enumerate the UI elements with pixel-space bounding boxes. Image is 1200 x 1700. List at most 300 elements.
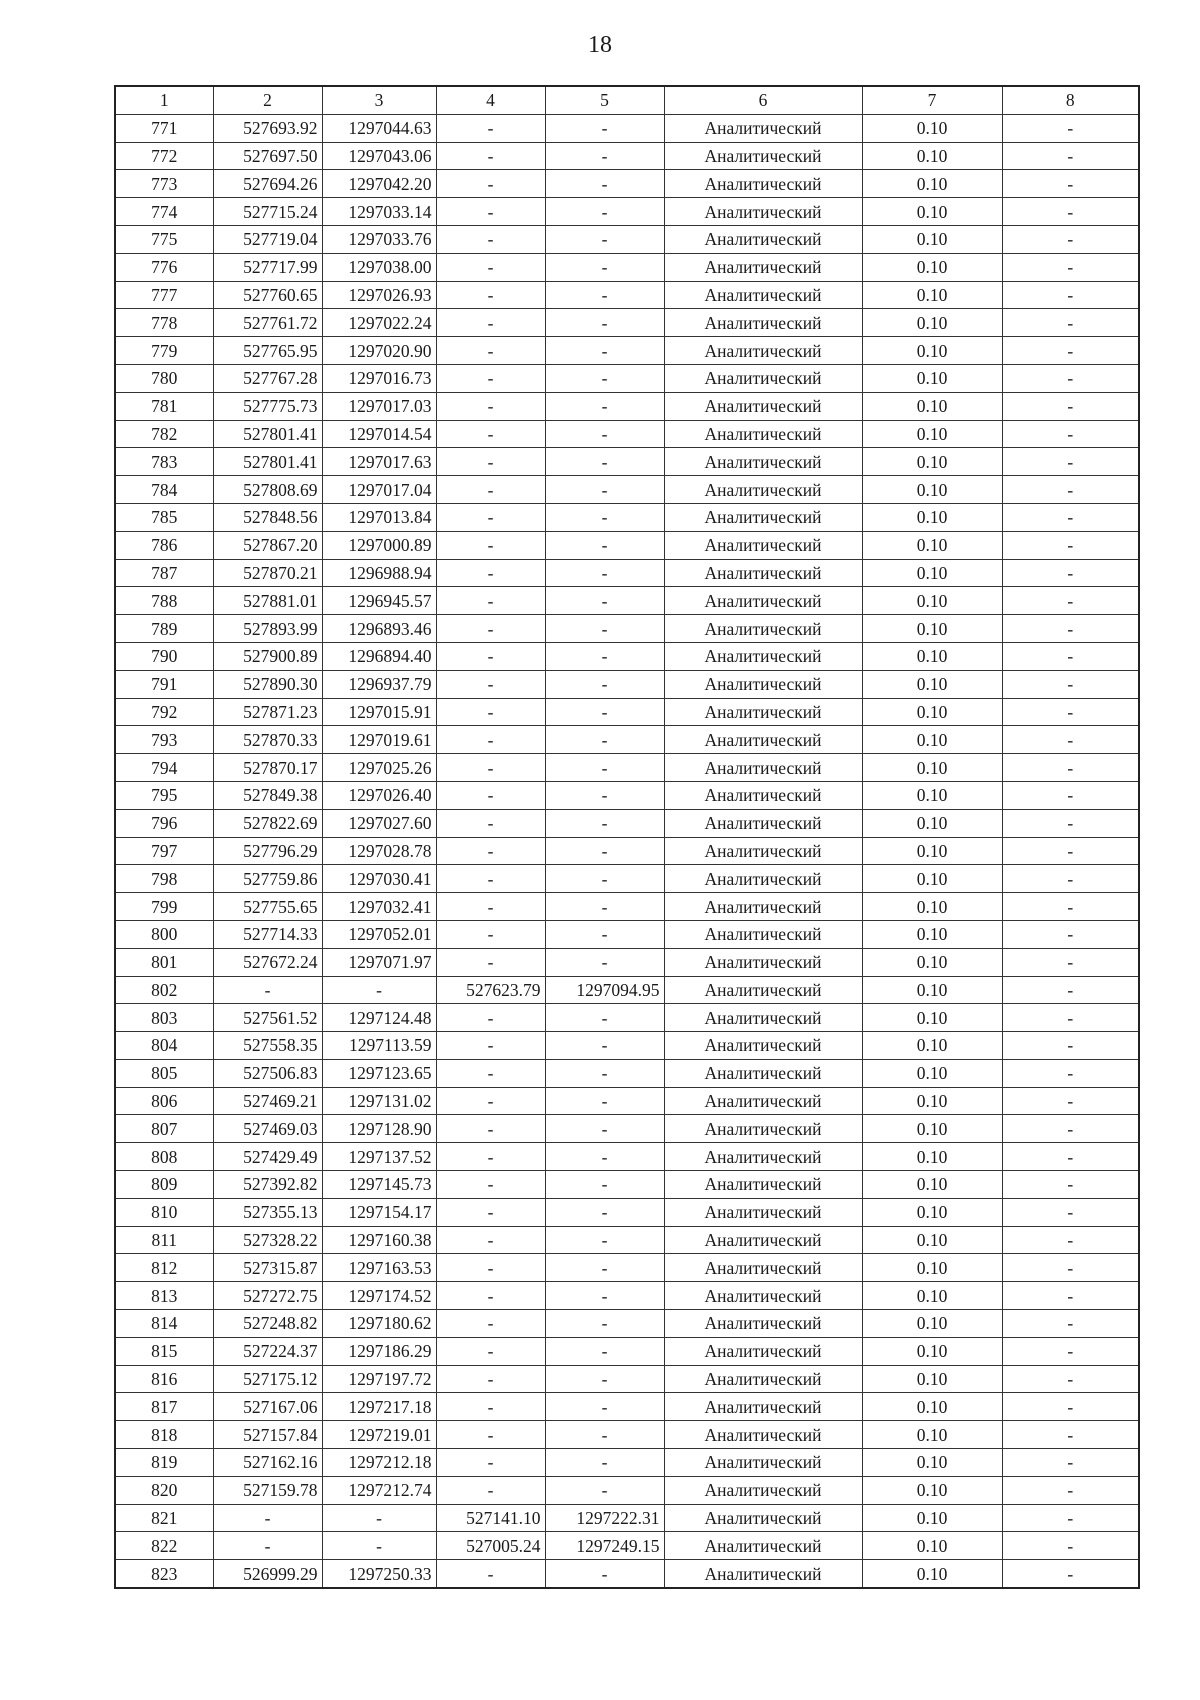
table-cell: Аналитический	[664, 837, 862, 865]
table-cell: 815	[115, 1337, 213, 1365]
table-row	[115, 809, 1139, 837]
table-cell: -	[545, 1560, 664, 1588]
table-cell: 527506.83	[213, 1059, 322, 1087]
table-cell: Аналитический	[664, 976, 862, 1004]
table-cell: -	[1002, 1254, 1139, 1282]
table-row	[115, 865, 1139, 893]
table-cell: 1297027.60	[322, 809, 436, 837]
table-cell: -	[436, 364, 545, 392]
table-cell: -	[545, 615, 664, 643]
table-cell: 776	[115, 253, 213, 281]
table-cell: -	[436, 198, 545, 226]
table-cell: 0.10	[862, 865, 1002, 893]
table-cell: -	[436, 503, 545, 531]
table-cell: -	[436, 698, 545, 726]
table-cell: Аналитический	[664, 364, 862, 392]
table-cell: Аналитический	[664, 1059, 862, 1087]
table-cell: 527719.04	[213, 225, 322, 253]
table-cell: 527755.65	[213, 893, 322, 921]
table-row	[115, 531, 1139, 559]
column-header: 8	[1002, 86, 1139, 114]
table-cell: -	[1002, 1393, 1139, 1421]
table-cell: 1297163.53	[322, 1254, 436, 1282]
table-cell: -	[1002, 1560, 1139, 1588]
table-cell: -	[1002, 309, 1139, 337]
table-cell: Аналитический	[664, 559, 862, 587]
table-cell: 790	[115, 642, 213, 670]
table-cell: -	[436, 1171, 545, 1199]
table-cell: -	[436, 1393, 545, 1421]
table-row	[115, 1560, 1139, 1588]
table-cell: Аналитический	[664, 309, 862, 337]
table-row	[115, 281, 1139, 309]
table-cell: -	[545, 1282, 664, 1310]
table-cell: Аналитический	[664, 1143, 862, 1171]
table-cell: 527870.21	[213, 559, 322, 587]
table-cell: 0.10	[862, 448, 1002, 476]
table-cell: 0.10	[862, 1476, 1002, 1504]
table-cell: 804	[115, 1032, 213, 1060]
table-cell: -	[1002, 364, 1139, 392]
table-cell: 780	[115, 364, 213, 392]
table-cell: 798	[115, 865, 213, 893]
table-cell: 527623.79	[436, 976, 545, 1004]
table-row	[115, 114, 1139, 142]
table-cell: 527005.24	[436, 1532, 545, 1560]
table-row	[115, 448, 1139, 476]
table-cell: -	[545, 420, 664, 448]
table-cell: 823	[115, 1560, 213, 1588]
table-cell: -	[436, 1226, 545, 1254]
table-body	[115, 114, 1139, 1588]
table-cell: 527760.65	[213, 281, 322, 309]
table-cell: Аналитический	[664, 1171, 862, 1199]
table-cell: -	[213, 976, 322, 1004]
table-cell: Аналитический	[664, 642, 862, 670]
table-cell: -	[545, 1421, 664, 1449]
table-cell: 0.10	[862, 476, 1002, 504]
table-cell: -	[1002, 1226, 1139, 1254]
table-cell: 527893.99	[213, 615, 322, 643]
table-row	[115, 1282, 1139, 1310]
table-cell: -	[436, 142, 545, 170]
table-cell: -	[1002, 698, 1139, 726]
table-cell: Аналитический	[664, 948, 862, 976]
table-cell: 0.10	[862, 1365, 1002, 1393]
table-cell: -	[436, 754, 545, 782]
column-header: 2	[213, 86, 322, 114]
table-cell: 527693.92	[213, 114, 322, 142]
table-cell: Аналитический	[664, 1393, 862, 1421]
table-cell: -	[436, 1282, 545, 1310]
table-cell: -	[545, 1476, 664, 1504]
table-cell: -	[1002, 754, 1139, 782]
column-header: 4	[436, 86, 545, 114]
table-cell: 527162.16	[213, 1449, 322, 1477]
table-cell: Аналитический	[664, 253, 862, 281]
table-cell: Аналитический	[664, 198, 862, 226]
table-row	[115, 253, 1139, 281]
table-cell: Аналитический	[664, 476, 862, 504]
table-cell: 0.10	[862, 198, 1002, 226]
table-cell: 809	[115, 1171, 213, 1199]
table-cell: 1297020.90	[322, 337, 436, 365]
table-cell: -	[1002, 476, 1139, 504]
table-cell: -	[545, 698, 664, 726]
table-cell: 0.10	[862, 253, 1002, 281]
table-cell: -	[545, 114, 664, 142]
table-cell: 818	[115, 1421, 213, 1449]
table-cell: 787	[115, 559, 213, 587]
table-cell: -	[545, 1032, 664, 1060]
table-cell: 1297128.90	[322, 1115, 436, 1143]
table-cell: -	[545, 1059, 664, 1087]
table-cell: -	[436, 559, 545, 587]
table-cell: 1297113.59	[322, 1032, 436, 1060]
table-cell: -	[545, 1365, 664, 1393]
table-cell: -	[436, 1421, 545, 1449]
table-cell: 527315.87	[213, 1254, 322, 1282]
table-cell: -	[1002, 1449, 1139, 1477]
table-row	[115, 309, 1139, 337]
table-cell: 527761.72	[213, 309, 322, 337]
table-cell: 0.10	[862, 893, 1002, 921]
table-cell: 796	[115, 809, 213, 837]
table-row	[115, 364, 1139, 392]
table-cell: 1297250.33	[322, 1560, 436, 1588]
table-row	[115, 1004, 1139, 1032]
table-cell: 0.10	[862, 225, 1002, 253]
table-cell: -	[545, 309, 664, 337]
table-cell: Аналитический	[664, 809, 862, 837]
table-cell: 821	[115, 1504, 213, 1532]
table-cell: Аналитический	[664, 1282, 862, 1310]
table-cell: 1296894.40	[322, 642, 436, 670]
table-cell: Аналитический	[664, 1226, 862, 1254]
table-cell: 1297013.84	[322, 503, 436, 531]
table-cell: 0.10	[862, 1198, 1002, 1226]
table-cell: -	[436, 726, 545, 754]
table-cell: 527881.01	[213, 587, 322, 615]
table-cell: -	[545, 1226, 664, 1254]
table-cell: 0.10	[862, 170, 1002, 198]
table-cell: 803	[115, 1004, 213, 1032]
table-cell: 811	[115, 1226, 213, 1254]
table-cell: -	[436, 1476, 545, 1504]
table-cell: 1297022.24	[322, 309, 436, 337]
table-cell: -	[213, 1504, 322, 1532]
table-cell: Аналитический	[664, 281, 862, 309]
table-cell: Аналитический	[664, 142, 862, 170]
table-cell: 1297043.06	[322, 142, 436, 170]
table-cell: -	[1002, 253, 1139, 281]
table-cell: 527849.38	[213, 781, 322, 809]
table-cell: -	[1002, 1421, 1139, 1449]
table-cell: Аналитический	[664, 1198, 862, 1226]
table-cell: -	[545, 1087, 664, 1115]
table-cell: 527870.33	[213, 726, 322, 754]
table-row	[115, 559, 1139, 587]
table-cell: 527801.41	[213, 448, 322, 476]
table-cell: 0.10	[862, 781, 1002, 809]
table-cell: 1297174.52	[322, 1282, 436, 1310]
table-cell: 1297160.38	[322, 1226, 436, 1254]
table-cell: -	[436, 225, 545, 253]
table-cell: 0.10	[862, 142, 1002, 170]
table-cell: 1297028.78	[322, 837, 436, 865]
table-row	[115, 587, 1139, 615]
table-cell: 527871.23	[213, 698, 322, 726]
table-cell: -	[545, 865, 664, 893]
table-cell: 782	[115, 420, 213, 448]
table-cell: 527870.17	[213, 754, 322, 782]
table-cell: 1297131.02	[322, 1087, 436, 1115]
table-row	[115, 198, 1139, 226]
table-cell: -	[545, 781, 664, 809]
table-cell: -	[1002, 1337, 1139, 1365]
table-cell: -	[545, 531, 664, 559]
table-cell: Аналитический	[664, 225, 862, 253]
table-cell: -	[1002, 642, 1139, 670]
table-cell: 0.10	[862, 337, 1002, 365]
table-cell: Аналитический	[664, 893, 862, 921]
table-row	[115, 920, 1139, 948]
table-cell: -	[1002, 865, 1139, 893]
table-cell: -	[545, 920, 664, 948]
table-cell: -	[436, 1087, 545, 1115]
table-cell: 1297017.03	[322, 392, 436, 420]
table-cell: -	[322, 1504, 436, 1532]
table-cell: 1297026.93	[322, 281, 436, 309]
table-cell: -	[436, 587, 545, 615]
table-row	[115, 615, 1139, 643]
table-cell: 0.10	[862, 976, 1002, 1004]
table-cell: 527224.37	[213, 1337, 322, 1365]
table-row	[115, 392, 1139, 420]
table-cell: 527822.69	[213, 809, 322, 837]
table-cell: -	[545, 281, 664, 309]
table-cell: 777	[115, 281, 213, 309]
table-cell: 0.10	[862, 1087, 1002, 1115]
table-cell: Аналитический	[664, 503, 862, 531]
table-cell: 1297180.62	[322, 1310, 436, 1338]
table-cell: -	[1002, 142, 1139, 170]
table-cell: 791	[115, 670, 213, 698]
table-row	[115, 225, 1139, 253]
table-cell: -	[545, 559, 664, 587]
table-cell: -	[436, 281, 545, 309]
table-cell: Аналитический	[664, 392, 862, 420]
table-cell: -	[436, 309, 545, 337]
table-cell: 1296988.94	[322, 559, 436, 587]
table-cell: -	[1002, 559, 1139, 587]
table-cell: -	[545, 837, 664, 865]
table-cell: -	[436, 1449, 545, 1477]
table-cell: -	[545, 726, 664, 754]
table-cell: Аналитический	[664, 754, 862, 782]
table-cell: Аналитический	[664, 1476, 862, 1504]
table-cell: 527558.35	[213, 1032, 322, 1060]
table-cell: -	[436, 615, 545, 643]
table-cell: 0.10	[862, 1032, 1002, 1060]
table-row	[115, 1476, 1139, 1504]
table-cell: 1296945.57	[322, 587, 436, 615]
table-cell: 1297222.31	[545, 1504, 664, 1532]
table-row	[115, 670, 1139, 698]
table-cell: 1297016.73	[322, 364, 436, 392]
table-cell: -	[1002, 170, 1139, 198]
table-cell: Аналитический	[664, 1560, 862, 1588]
table-cell: 0.10	[862, 1449, 1002, 1477]
table-cell: -	[436, 448, 545, 476]
table-cell: 800	[115, 920, 213, 948]
table-cell: -	[436, 865, 545, 893]
table-cell: 807	[115, 1115, 213, 1143]
table-row	[115, 142, 1139, 170]
table-cell: 794	[115, 754, 213, 782]
table-cell: 805	[115, 1059, 213, 1087]
table-cell: -	[1002, 1310, 1139, 1338]
table-row	[115, 1310, 1139, 1338]
table-cell: -	[436, 781, 545, 809]
table-cell: -	[1002, 503, 1139, 531]
table-row	[115, 642, 1139, 670]
table-cell: -	[436, 114, 545, 142]
table-cell: -	[1002, 114, 1139, 142]
table-cell: 0.10	[862, 1171, 1002, 1199]
table-cell: -	[545, 364, 664, 392]
table-row	[115, 893, 1139, 921]
table-cell: Аналитический	[664, 1310, 862, 1338]
table-cell: -	[1002, 1198, 1139, 1226]
table-cell: -	[1002, 1532, 1139, 1560]
table-cell: -	[436, 893, 545, 921]
table-cell: 527159.78	[213, 1476, 322, 1504]
table-cell: 1297212.18	[322, 1449, 436, 1477]
table-cell: -	[1002, 1087, 1139, 1115]
table-cell: 527867.20	[213, 531, 322, 559]
table-cell: Аналитический	[664, 114, 862, 142]
table-cell: -	[436, 1059, 545, 1087]
table-cell: -	[1002, 225, 1139, 253]
table-row	[115, 1059, 1139, 1087]
table-cell: Аналитический	[664, 337, 862, 365]
table-cell: 1297038.00	[322, 253, 436, 281]
table-cell: 527801.41	[213, 420, 322, 448]
table-cell: Аналитический	[664, 726, 862, 754]
table-cell: -	[322, 976, 436, 1004]
table-cell: -	[436, 337, 545, 365]
table-cell: -	[1002, 781, 1139, 809]
table-cell: -	[436, 948, 545, 976]
table-cell: 1297071.97	[322, 948, 436, 976]
table-cell: Аналитический	[664, 1087, 862, 1115]
table-cell: -	[1002, 1365, 1139, 1393]
table-cell: 785	[115, 503, 213, 531]
table-cell: -	[1002, 1504, 1139, 1532]
table-cell: 527767.28	[213, 364, 322, 392]
table-cell: 1297033.76	[322, 225, 436, 253]
table-cell: Аналитический	[664, 920, 862, 948]
table-cell: -	[1002, 948, 1139, 976]
table-cell: 0.10	[862, 726, 1002, 754]
table-cell: Аналитический	[664, 1504, 862, 1532]
table-header-row	[115, 86, 1139, 114]
table-cell: 0.10	[862, 364, 1002, 392]
table-row	[115, 1254, 1139, 1282]
table-row	[115, 837, 1139, 865]
table-cell: 822	[115, 1532, 213, 1560]
table-cell: -	[1002, 1476, 1139, 1504]
column-header: 1	[115, 86, 213, 114]
table-cell: 0.10	[862, 531, 1002, 559]
table-cell: -	[545, 1254, 664, 1282]
table-row	[115, 1365, 1139, 1393]
table-cell: 812	[115, 1254, 213, 1282]
table-row	[115, 698, 1139, 726]
table-row	[115, 1115, 1139, 1143]
table-cell: 527808.69	[213, 476, 322, 504]
table-cell: 1297137.52	[322, 1143, 436, 1171]
table-cell: Аналитический	[664, 1254, 862, 1282]
table-cell: 813	[115, 1282, 213, 1310]
table-cell: -	[436, 1365, 545, 1393]
table-cell: Аналитический	[664, 170, 862, 198]
table-cell: -	[436, 642, 545, 670]
table-cell: -	[545, 448, 664, 476]
table-cell: 774	[115, 198, 213, 226]
table-cell: -	[545, 225, 664, 253]
table-cell: -	[1002, 920, 1139, 948]
table-cell: -	[436, 170, 545, 198]
table-cell: -	[1002, 893, 1139, 921]
table-cell: 817	[115, 1393, 213, 1421]
table-cell: 781	[115, 392, 213, 420]
table-cell: 1297025.26	[322, 754, 436, 782]
table-cell: 0.10	[862, 1393, 1002, 1421]
table-cell: 1297219.01	[322, 1421, 436, 1449]
table-cell: 527469.03	[213, 1115, 322, 1143]
table-cell: 1297094.95	[545, 976, 664, 1004]
table-cell: 1297019.61	[322, 726, 436, 754]
table-cell: 527561.52	[213, 1004, 322, 1032]
table-cell: -	[545, 809, 664, 837]
table-cell: Аналитический	[664, 1337, 862, 1365]
table-cell: 1297000.89	[322, 531, 436, 559]
table-cell: 1297197.72	[322, 1365, 436, 1393]
table-cell: 0.10	[862, 1532, 1002, 1560]
table-cell: -	[436, 809, 545, 837]
table-cell: Аналитический	[664, 1532, 862, 1560]
table-cell: -	[545, 1171, 664, 1199]
table-cell: -	[545, 198, 664, 226]
table-cell: 0.10	[862, 1254, 1002, 1282]
table-cell: -	[1002, 976, 1139, 1004]
table-cell: 527765.95	[213, 337, 322, 365]
table-cell: 771	[115, 114, 213, 142]
table-row	[115, 1337, 1139, 1365]
table-cell: -	[436, 1560, 545, 1588]
table-cell: 0.10	[862, 392, 1002, 420]
table-cell: -	[436, 920, 545, 948]
table-cell: 0.10	[862, 1310, 1002, 1338]
table-cell: 0.10	[862, 948, 1002, 976]
table-cell: -	[545, 337, 664, 365]
table-cell: Аналитический	[664, 1449, 862, 1477]
table-cell: 1297249.15	[545, 1532, 664, 1560]
table-cell: 1296893.46	[322, 615, 436, 643]
table-cell: 806	[115, 1087, 213, 1115]
